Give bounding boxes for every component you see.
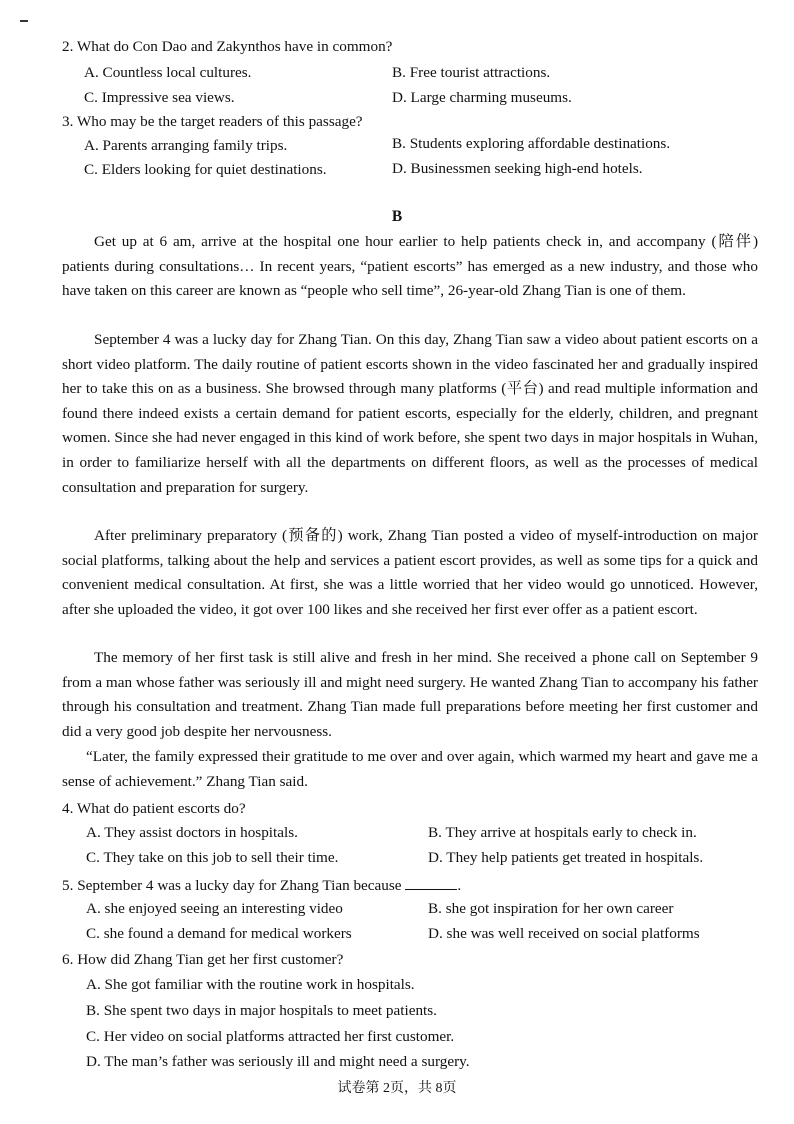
question-5-stem-text: 5. September 4 was a lucky day for Zhang Tian because — [62, 877, 402, 894]
question-2-option-d[interactable]: D. Large charming museums. — [392, 89, 572, 106]
question-6-stem: 6. How did Zhang Tian get her first customer? — [62, 951, 344, 968]
passage-paragraph-2: September 4 was a lucky day for Zhang Tian. On this day, Zhang Tian saw a video about patient escorts on a short video platform. The daily routine of patient escorts shown in the video fascinated her and gradually inspired her to take this on as a business. She browsed through many platforms (平台) and read multiple information and found there indeed exists a certain demand for patient escorts, especially for the elderly, children, and pregnant women. Since she had never engaged in this kind of work before, she spent two days in major hospitals in Wuhan, in order to familiarize herself with all the departments on different floors, as well as the processes of medical consultation and preparation for surgery. — [62, 331, 758, 496]
question-4-option-a[interactable]: A. They assist doctors in hospitals. — [86, 824, 298, 841]
question-5-stem — [62, 875, 461, 895]
page-footer: 试卷第 2页，共 8页 — [337, 1081, 457, 1096]
question-4-option-d[interactable]: D. They help patients get treated in hospitals. — [428, 849, 704, 866]
question-6-option-c[interactable]: C. Her video on social platforms attracted her first customer. — [86, 1028, 455, 1045]
question-5-option-d[interactable]: D. she was well received on social platforms — [428, 925, 700, 942]
passage-paragraph-4: The memory of her first task is still alive and fresh in her mind. She received a phone call on September 9 from a man whose father was seriously ill and might need surgery. He wanted Zhang Tian to accompany his father through his consultation and treatment. Zhang Tian made full preparations before meeting her first customer and did a very good job despite her nervousness. — [62, 649, 758, 740]
question-2-option-a[interactable]: A. Countless local cultures. — [84, 64, 252, 81]
answer-blank[interactable] — [405, 875, 457, 890]
passage-paragraph-3: After preliminary preparatory (预备的) work, Zhang Tian posted a video of myself-introduction on major social platforms, talking about the help and services a patient escort provides, as well as some tips for a quick and convenient medical consultation. At first, she was a little worried that her video would go unnoticed. However, after she uploaded the video, it got over 100 likes and she received her first ever offer as a patient escort. — [62, 527, 758, 618]
question-3-option-b[interactable]: B. Students exploring affordable destinations. — [392, 135, 671, 152]
question-5-option-c[interactable]: C. she found a demand for medical workers — [86, 925, 352, 942]
question-6-option-a[interactable]: A. She got familiar with the routine work in hospitals. — [86, 976, 415, 993]
question-4-stem: 4. What do patient escorts do? — [62, 800, 246, 817]
question-2-option-c[interactable]: C. Impressive sea views. — [84, 89, 235, 106]
question-4-option-b[interactable]: B. They arrive at hospitals early to check in. — [428, 824, 697, 841]
section-title: B — [391, 208, 403, 225]
question-3-stem: 3. Who may be the target readers of this passage? — [62, 113, 363, 130]
passage-paragraph-1: Get up at 6 am, arrive at the hospital one hour earlier to help patients check in, and accompany (陪伴) patients during consultations… In recent years, “patient escorts” has emerged as a new industry, and those who have taken on this career are known as “people who sell time”, 26-year-old Zhang Tian is one of them. — [62, 233, 758, 300]
question-5-stem-end: . — [457, 877, 462, 894]
question-5-option-a[interactable]: A. she enjoyed seeing an interesting video — [86, 900, 343, 917]
question-3-option-c[interactable]: C. Elders looking for quiet destinations. — [84, 161, 327, 178]
question-2-option-b[interactable]: B. Free tourist attractions. — [392, 64, 551, 81]
question-5-option-b[interactable]: B. she got inspiration for her own career — [428, 900, 674, 917]
question-6-option-b[interactable]: B. She spent two days in major hospitals to meet patients. — [86, 1002, 437, 1019]
scan-mark — [20, 20, 28, 22]
passage-paragraph-5: “Later, the family expressed their gratitude to me over and over again, which warmed my heart and gave me a sense of achievement.” Zhang Tian said. — [62, 748, 758, 790]
question-3-option-d[interactable]: D. Businessmen seeking high-end hotels. — [392, 160, 643, 177]
question-3-option-a[interactable]: A. Parents arranging family trips. — [84, 137, 288, 154]
question-6-option-d[interactable]: D. The man’s father was seriously ill and might need a surgery. — [86, 1053, 470, 1070]
question-4-option-c[interactable]: C. They take on this job to sell their time. — [86, 849, 339, 866]
question-2-stem: 2. What do Con Dao and Zakynthos have in common? — [62, 38, 393, 55]
